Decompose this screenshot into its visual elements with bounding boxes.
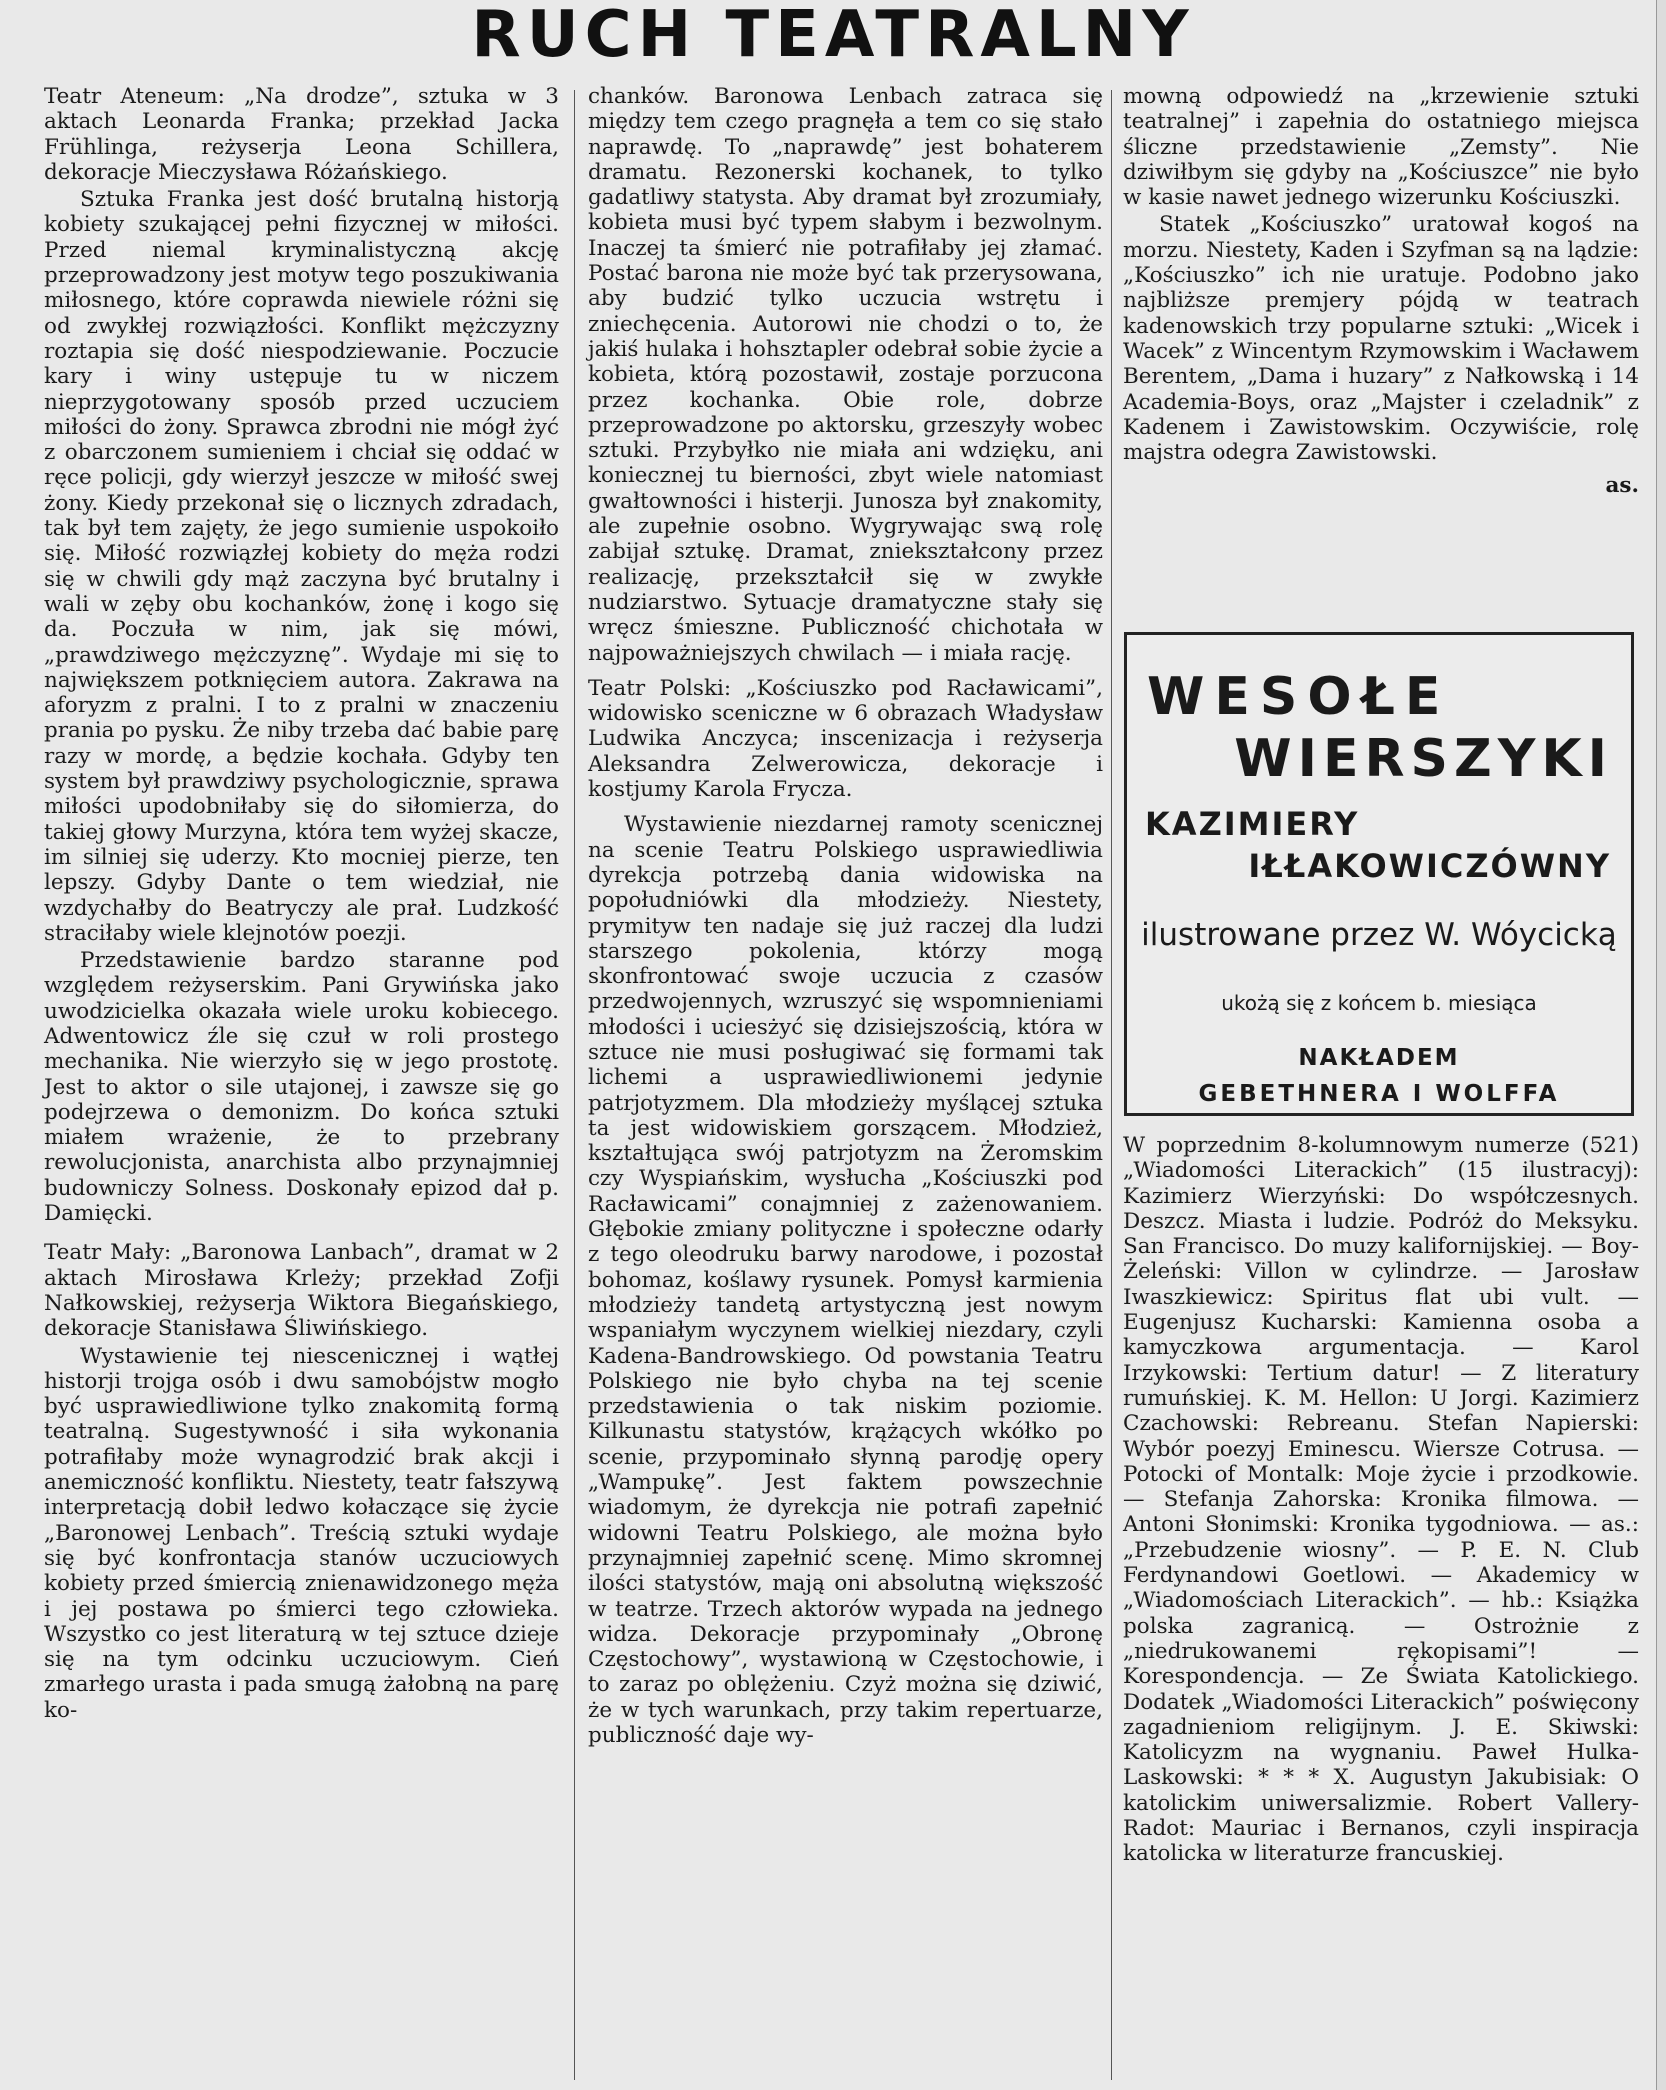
paragraph: mowną odpowiedź na „krzewienie sztuki teatralnej” i zapełnia do ostatniego miejsca śliczne przedstawienie „Zemsty”. Nie dziwiłbym się gdyby na „Kościuszce” nie było w kasie nawet jednego wizerunku Kościuszki. (1123, 84, 1639, 211)
previous-issue-contents (1123, 1133, 1639, 1867)
ad-title-line-1: WESOŁE (1147, 667, 1451, 727)
paragraph: Sztuka Franka jest dość brutalną historją kobiety szukającej pełni fizycznej w miłości. Przed niemal kryminalistyczną akcję przeprowadzony jest motyw tego poszukiwania miłosnego, które coprawda niewiele różni się od zwykłej rozwiązłości. Konflikt mężczyzny roztapia się dość niespodziewanie. Poczucie kary i winy ustępuje tu w niczem nieprzygotowany sposób przed uczuciem miłości do żony. Sprawca zbrodni nie mógł żyć z obarczonem sumieniem i chciał się oddać w ręce policji, gdy wierzył jeszcze w miłość swej żony. Kiedy przekonał się o licznych zdradach, tak był tem zajęty, że jego sumienie uspokoiło się. Miłość rozwiązłej kobiety do męża rodzi się w chwili gdy mąż zaczyna być brutalny i wali w zęby obu kochanków, żonę i kogo się da. Poczuła w nim, jak się mówi, „prawdziwego mężczyznę”. Wydaje mi się to największem potknięciem autora. Zakrawa na aforyzm z pralni. I to z pralni w znaczeniu prania po pysku. Że niby trzeba dać babie parę razy w mordę, a będzie kochała. Gdyby ten system był prawdziwy psychologicznie, sprawa miłości upodobniłaby się do siłomierza, do takiej głowy Murzyna, która tem wyżej skacze, im silniej się uderzy. Kto mocniej pierze, ten lepszy. Gdyby Dante o tem wiedział, nie wzdychałby do Beatryczy ale prał. Ludzkość straciłaby wiele klejnotów poezji. (44, 187, 559, 946)
page-title: RUCH TEATRALNY (471, 0, 1195, 72)
review-heading-ateneum: Teatr Ateneum: „Na drodze”, sztuka w 3 aktach Leonarda Franka; przekład Jacka Frühlinga, reżyserja Leona Schillera, dekoracje Mieczysława Różańskiego. (44, 84, 559, 185)
review-heading-maly: Teatr Mały: „Baronowa Lanbach”, dramat w 2 aktach Mirosława Krleży; przekład Zofji Nałkowskiej, reżyserja Wiktora Biegańskiego, dekoracje Stanisława Śliwińskiego. (44, 1240, 559, 1342)
paragraph: Statek „Kościuszko” uratował kogoś na morzu. Niestety, Kaden i Szyfman są na lądzie: „Kościuszko” ich nie uratuje. Podobno jako najbliższe premjery pójdą w teatrach kadenowskich trzy popularne sztuki: „Wicek i Wacek” z Wincentym Rzymowskim i Wacławem Berentem, „Dama i huzary” z Nałkowską i 14 Academia-Boys, oraz „Majster i czeladnik” z Kadenem i Zawistowskim. Oczywiście, rolę majstra odegra Zawistowski. (1123, 212, 1639, 466)
ad-release-note: ukożą się z końcem b. miesiąca (1221, 991, 1537, 1015)
column-divider (574, 90, 575, 2080)
column-1 (44, 84, 559, 1725)
ad-illustrator: ilustrowane przez W. Wóycicką (1141, 917, 1617, 953)
column-3 (1123, 84, 1639, 501)
book-advertisement (1124, 632, 1634, 1116)
review-heading-polski: Teatr Polski: „Kościuszko pod Racławicami”, widowisko sceniczne w 6 obrazach Władysław Ludwika Anczyca; inscenizacja i reżyserja Aleksandra Zelwerowicza, dekoracje i kostjumy Karola Frycza. (588, 675, 1103, 803)
ad-author-line-2: IŁŁAKOWICZÓWNY (1248, 847, 1611, 885)
paragraph: Wystawienie niezdarnej ramoty scenicznej na scenie Teatru Polskiego usprawiedliwia dyrekcja potrzebą dania widowiska na popołudniówki dla młodzieży. Niestety, prymityw ten nadaje się już raczej dla ludzi starszego pokolenia, którzy mogą skonfrontować swoje uczucia z czasów przedwojennych, wzruszyć się wspomnieniami młodości i uciesżyć się dzisiejszością, która w sztuce nie musi posługiwać się formami tak lichemi a usprawiedliwionemi jedynie patrjotyzmem. Dla młodzieży myślącej sztuka ta jest widowiskiem gorszącem. Młodzież, kształtująca swój patrjotyzm na Żeromskim czy Wyspiańskim, wysłucha „Kościuszki pod Racławicami” conajmniej z zażenowaniem. Głębokie zmiany polityczne i społeczne odarły z tego oleodruku barwy narodowe, i pozostał bohomaz, koślawy rysunek. Pomysł karmienia młodzieży tandetą artystyczną jest nowym wspaniałym wyczynem wielkiej niezdary, czyli Kadena-Bandrowskiego. Od powstania Teatru Polskiego nie było chyba na tej scenie przedstawienia o tak niskim poziomie. Kilkunastu statystów, krążących wkółko po scenie, przypominało słynną parodję opery „Wampukę”. Jest faktem powszechnie wiadomym, że dyrekcja nie potrafi zapełnić widowni Teatru Polskiego, ale można było przynajmniej zapełnić scenę. Mimo skromnej ilości statystów, mają oni absolutną większość w teatrze. Trzech aktorów wypada na jednego widza. Dekoracje przypominały „Obronę Częstochowy”, wystawioną w Częstochowie, i to zaraz po oblężeniu. Czyż można się dziwić, że w tych warunkach, przy takim repertuarze, publiczność daje wy- (588, 812, 1103, 1748)
paragraph: Wystawienie tej niescenicznej i wątłej historji trojga osób i dwu samobójstw mogło być usprawiedliwione tylko znakomitą formą teatralną. Sugestywność i siła wykonania potrafiłaby może wynagrodzić brak akcji i anemiczność konfliktu. Niestety, teatr fałszywą interpretacją dobił ledwo kołaczące się życie „Baronowej Lenbach”. Treścią sztuki wydaje się być konfrontacja stanów uczuciowych kobiety przed śmiercią znienawidzonego męża i jej postawa po śmierci tego człowieka. Wszystko co jest literaturą w tej sztuce dzieje się na tym odcinku uczuciowym. Cień zmarłego urasta i pada smugą żałobną na parę ko- (44, 1343, 559, 1723)
ad-author-line-1: KAZIMIERY (1145, 805, 1360, 843)
author-signature: as. (1605, 473, 1639, 499)
paragraph: W poprzednim 8-kolumnowym numerze (521) „Wiadomości Literackich” (15 ilustracyj): Kazimierz Wierzyński: Do współczesnych. Deszcz. Miasta i ludzie. Podróż do Meksyku. San Francisco. Do muzy kalifornijskiej. — Boy-Żeleński: Villon w cylindrze. — Jarosław Iwaszkiewicz: Spiritus flat ubi vult. — Eugenjusz Kucharski: Kamienna osoba a kamyczkowa argumentacja. — Karol Irzykowski: Tertium datur! — Z literatury rumuńskiej. K. M. Hellon: U Jorgi. Kazimierz Czachowski: Rebreanu. Stefan Napierski: Wybór poezyj Eminescu. Wiersze Cotrusa. — Potocki of Montalk: Moje życie i przodkowie. — Stefanja Zahorska: Kronika filmowa. — Antoni Słonimski: Kronika tygodniowa. — as.: „Przebudzenie wiosny”. — P. E. N. Club Ferdynandowi Goetlowi. — Akademicy w „Wiadomościach Literackich”. — hb.: Książka polska zagranicą. — Ostrożnie z „niedrukowanemi rękopisami”! — Korespondencja. — Ze Świata Katolickiego. Dodatek „Wiadomości Literackich” poświęcony zagadnieniom religijnym. J. E. Skiwski: Katolicyzm na wygnaniu. Paweł Hulka-Laskowski: * * * X. Augustyn Jakubisiak: O katolickim uniwersalizmie. Robert Vallery-Radot: Mauriac i Bernanos, czyli inspiracja katolicka w literaturze francuskiej. (1123, 1133, 1639, 1867)
column-divider (1111, 90, 1112, 2080)
paragraph: Przedstawienie bardzo staranne pod względem reżyserskim. Pani Grywińska jako uwodzicielka okazała wiele uroku kobiecego. Adwentowicz źle się czuł w roli prostego mechanika. Nie wierzyło się w jego prostotę. Jest to aktor o sile utajonej, i zawsze się go podejrzewa o demonizm. Do końca sztuki miałem wrażenie, że to przebrany rewolucjonista, anarchista albo przynajmniej budowniczy Solness. Doskonały epizod dał p. Damięcki. (44, 948, 559, 1227)
ad-publisher-label: NAKŁADEM (1298, 1045, 1460, 1071)
column-2 (588, 84, 1103, 1750)
adjacent-page-edge (1656, 0, 1666, 2090)
ad-publisher-name: GEBETHNERA I WOLFFA (1198, 1081, 1560, 1107)
paragraph: chanków. Baronowa Lenbach zatraca się między tem czego pragnęła a tem co się stało naprawdę. To „naprawdę” jest bohaterem dramatu. Rezonerski kochanek, to tylko gadatliwy statysta. Aby dramat był zrozumiały, kobieta musi być typem słabym i bezwolnym. Inaczej ta śmierć nie potrafiłaby jej złamać. Postać barona nie może być tak przerysowana, aby budzić tylko uczucia wstrętu i zniechęcenia. Autorowi nie chodzi o to, że jakiś hulaka i hohsztapler odebrał sobie życie a kobieta, którą pozostawił, zostaje porzucona przez kochanka. Obie role, dobrze przeprowadzone po aktorsku, grzeszyły wobec sztuki. Przybyłko nie miała ani wdzięku, ani koniecznej tu bierności, zbyt wiele natomiast gwałtowności i histerji. Junosza był znakomity, ale zupełnie osobno. Wygrywając swą rolę zabijał sztukę. Dramat, zniekształcony przez realizację, przekształcił się w zwykłe nudziarstwo. Sytuacje dramatyczne stały się wręcz śmieszne. Publiczność chichotała w najpoważniejszych chwilach — i miała rację. (588, 84, 1104, 666)
ad-title-line-2: WIERSZYKI (1234, 729, 1613, 789)
